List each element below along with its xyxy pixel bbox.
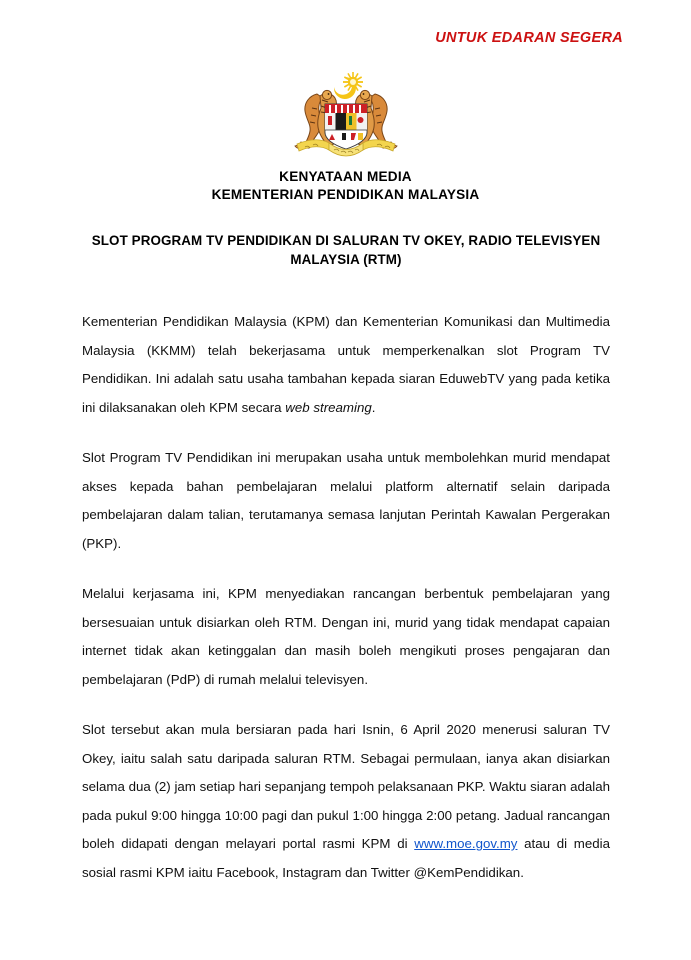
- urgent-release-notice: UNTUK EDARAN SEGERA: [435, 30, 623, 46]
- paragraph-1-text: Kementerian Pendidikan Malaysia (KPM) dan Kementerian Komunikasi dan Multimedia Malaysia (KKMM) telah bekerjasama untuk memperkenalkan slot Program TV Pendidikan. Ini adalah satu usaha tambahan kepada siaran EduwebTV yang pada ketika ini dilaksanakan oleh KPM secara: [82, 314, 610, 415]
- document-heading: [0, 168, 691, 204]
- paragraph-1-tail: .: [371, 399, 376, 415]
- emblem-container: [0, 70, 691, 167]
- paragraph-1: [82, 308, 610, 422]
- paragraph-4-tail: atau di media sosial rasmi KPM iaitu Facebook, Instagram dan Twitter @KemPendidikan.: [82, 836, 610, 880]
- paragraph-4: [82, 716, 610, 887]
- malaysia-coat-of-arms-icon: [287, 70, 405, 162]
- paragraph-3: Melalui kerjasama ini, KPM menyediakan rancangan berbentuk pembelajaran yang bersesuaian untuk disiarkan oleh RTM. Dengan ini, murid yang tidak mendapat capaian internet tidak akan ketinggalan dan masih boleh mengikuti proses pengajaran dan pembelajaran (PdP) di rumah melalui televisyen.: [82, 586, 610, 687]
- subject-title: SLOT PROGRAM TV PENDIDIKAN DI SALURAN TV OKEY, RADIO TELEVISYEN MALAYSIA (RTM): [91, 233, 601, 267]
- web-streaming-emphasis: web streaming: [285, 399, 372, 415]
- moe-portal-link[interactable]: www.moe.gov.my: [414, 836, 518, 851]
- paragraph-2: Slot Program TV Pendidikan ini merupakan usaha untuk membolehkan murid mendapat akses kepada bahan pembelajaran melalui platform alternatif selain daripada pembelajaran dalam talian, terutamanya semasa lanjutan Perintah Kawalan Pergerakan (PKP).: [82, 450, 610, 551]
- heading-line-1: KENYATAAN MEDIA: [279, 169, 412, 184]
- heading-line-2: KEMENTERIAN PENDIDIKAN MALAYSIA: [211, 187, 480, 202]
- paragraph-4-text: Slot tersebut akan mula bersiaran pada hari Isnin, 6 April 2020 menerusi saluran TV Okey, iaitu salah satu daripada saluran RTM. Sebagai permulaan, ianya akan disiarkan selama dua (2) jam setiap hari sepanjang tempoh pelaksanaan PKP. Waktu siaran adalah pada pukul 9:00 hingga 10:00 pagi dan pukul 1:00 hingga 2:00 petang. Jadual rancangan boleh didapati dengan melayari portal rasmi KPM di: [82, 722, 610, 851]
- body-content: [82, 308, 610, 887]
